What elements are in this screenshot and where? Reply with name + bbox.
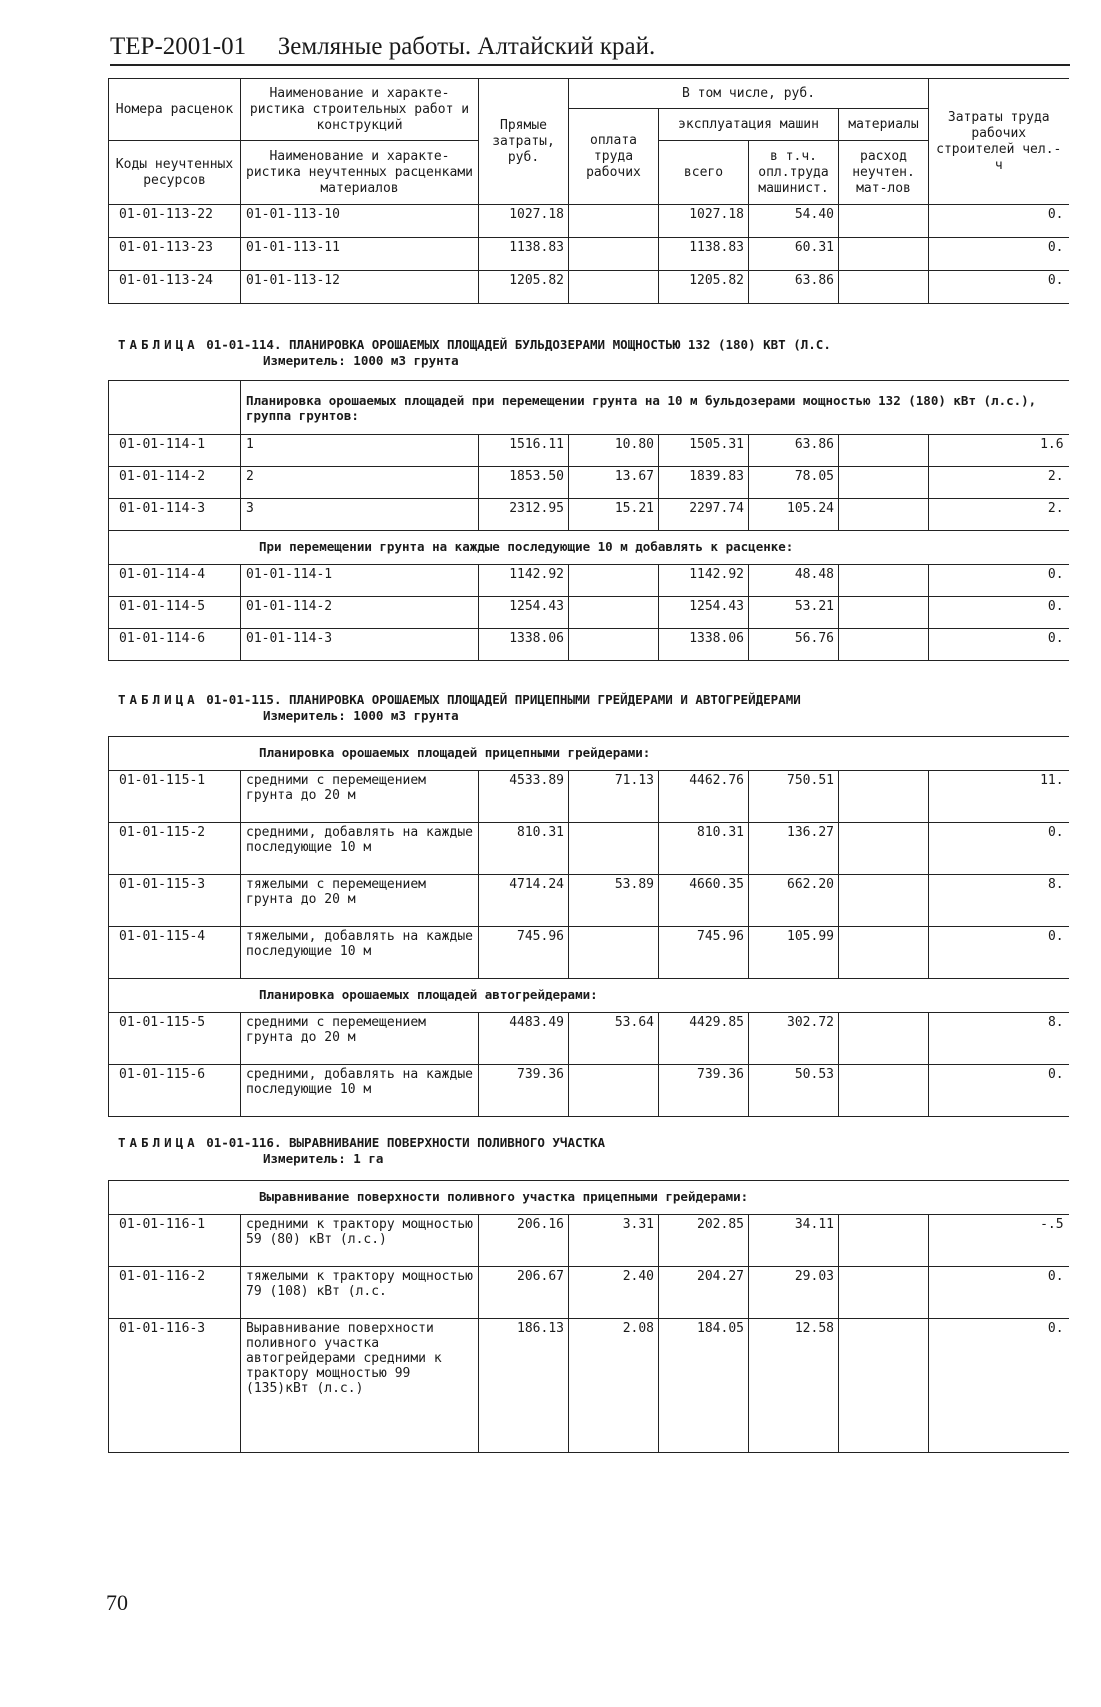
- table-116-meter: Измеритель: 1 га: [263, 1151, 384, 1166]
- col-v-tom-chisle: В том числе, руб.: [569, 79, 929, 109]
- table-row: 01-01-115-3 тяжелыми с перемещением грунта до 20 м 4714.24 53.89 4660.35 662.20 8.: [109, 875, 1069, 927]
- doc-code: ТЕР-2001-01: [110, 33, 247, 60]
- col-pryamye: Прямые затраты, руб.: [479, 79, 569, 205]
- col-zatraty: Затраты труда рабочих строителей чел.-ч: [929, 79, 1069, 205]
- table-114-group-2: При перемещении грунта на каждые последующие 10 м добавлять к расценке:: [109, 531, 1069, 565]
- table-row: 01-01-114-3 3 2312.95 15.21 2297.74 105.24 2.: [109, 499, 1069, 531]
- table-row: 01-01-114-4 01-01-114-1 1142.92 1142.92 48.48 0.: [109, 565, 1069, 597]
- col-raskhod: расход неучтен. мат-лов: [839, 141, 929, 205]
- table-row: 01-01-115-4 тяжелыми, добавлять на каждые последующие 10 м 745.96 745.96 105.99 0.: [109, 927, 1069, 979]
- table-label: ТАБЛИЦА: [118, 692, 199, 707]
- table-row: 01-01-113-24 01-01-113-12 1205.82 1205.82 63.86 0.: [109, 271, 1069, 304]
- table-row: 01-01-113-22 01-01-113-10 1027.18 1027.18 54.40 0.: [109, 205, 1069, 238]
- col-kody: Коды неучтенных ресурсов: [109, 141, 241, 205]
- table-115-group-2: Планировка орошаемых площадей автогрейдерами:: [109, 979, 1069, 1013]
- table-row: 01-01-115-2 средними, добавлять на каждые последующие 10 м 810.31 810.31 136.27 0.: [109, 823, 1069, 875]
- table-row: 01-01-116-3 Выравнивание поверхности поливного участка автогрейдерами средними к трактору мощностью 99 (135)кВт (л.с.) 186.13 2.08 184.05 12.58 0.: [109, 1319, 1069, 1453]
- table-row: 01-01-115-1 средними с перемещением грунта до 20 м 4533.89 71.13 4462.76 750.51 11.: [109, 771, 1069, 823]
- table-row: 01-01-116-1 средними к трактору мощностью 59 (80) кВт (л.с.) 206.16 3.31 202.85 34.11 -.5: [109, 1215, 1069, 1267]
- table-114-meter: Измеритель: 1000 м3 грунта: [263, 353, 459, 368]
- table-row: 01-01-114-6 01-01-114-3 1338.06 1338.06 56.76 0.: [109, 629, 1069, 661]
- col-naimen2: Наименование и характе-ристика неучтенных расценками материалов: [241, 141, 479, 205]
- table-row: 01-01-113-23 01-01-113-11 1138.83 1138.83 60.31 0.: [109, 238, 1069, 271]
- table-row: 01-01-114-5 01-01-114-2 1254.43 1254.43 53.21 0.: [109, 597, 1069, 629]
- table-row: 01-01-115-6 средними, добавлять на каждые последующие 10 м 739.36 739.36 50.53 0.: [109, 1065, 1069, 1117]
- col-nomera: Номера расценок: [109, 79, 241, 141]
- table-116-group-1: Выравнивание поверхности поливного участка прицепными грейдерами:: [109, 1181, 1069, 1215]
- table-row: 01-01-114-2 2 1853.50 13.67 1839.83 78.05 2.: [109, 467, 1069, 499]
- col-ekspluat: эксплуатация машин: [659, 109, 839, 141]
- col-materialy: материалы: [839, 109, 929, 141]
- doc-title: Земляные работы. Алтайский край.: [277, 33, 656, 60]
- table-row: 01-01-115-5 средними с перемещением грунта до 20 м 4483.49 53.64 4429.85 302.72 8.: [109, 1013, 1069, 1065]
- page-header: [110, 30, 1070, 66]
- table-row: 01-01-116-2 тяжелыми к трактору мощностью 79 (108) кВт (л.с. 206.67 2.40 204.27 29.03 0.: [109, 1267, 1069, 1319]
- table-115-title: 01-01-115. ПЛАНИРОВКА ОРОШАЕМЫХ ПЛОЩАДЕЙ ПРИЦЕПНЫМИ ГРЕЙДЕРАМИ И АВТОГРЕЙДЕРАМИ: [206, 692, 801, 707]
- table-116-caption: [118, 1135, 605, 1167]
- table-114-title: 01-01-114. ПЛАНИРОВКА ОРОШАЕМЫХ ПЛОЩАДЕЙ БУЛЬДОЗЕРАМИ МОЩНОСТЬЮ 132 (180) КВТ (Л.С.: [206, 337, 831, 352]
- page-number: 70: [106, 1590, 128, 1615]
- table-row: 01-01-114-1 1 1516.11 10.80 1505.31 63.86 1.6: [109, 435, 1069, 467]
- col-vsego: всего: [659, 141, 749, 205]
- col-vtch: в т.ч. опл.труда машинист.: [749, 141, 839, 205]
- col-oplata: оплата труда рабочих: [569, 109, 659, 205]
- table-label: ТАБЛИЦА: [118, 1135, 199, 1150]
- table-115-group-1: Планировка орошаемых площадей прицепными грейдерами:: [109, 737, 1069, 771]
- column-header-table: [108, 78, 1069, 304]
- table-114-caption: [118, 337, 831, 369]
- table-114: [108, 380, 1069, 661]
- table-116-title: 01-01-116. ВЫРАВНИВАНИЕ ПОВЕРХНОСТИ ПОЛИВНОГО УЧАСТКА: [206, 1135, 606, 1150]
- table-115-caption: [118, 692, 801, 724]
- table-116: [108, 1180, 1069, 1453]
- table-label: ТАБЛИЦА: [118, 337, 199, 352]
- table-115-meter: Измеритель: 1000 м3 грунта: [263, 708, 459, 723]
- table-115: [108, 736, 1069, 1117]
- col-naimen1: Наименование и характе-ристика строительных работ и конструкций: [241, 79, 479, 141]
- table-114-group-1: Планировка орошаемых площадей при перемещении грунта на 10 м бульдозерами мощностью 132 (180) кВт (л.с.), группа грунтов:: [241, 381, 1069, 435]
